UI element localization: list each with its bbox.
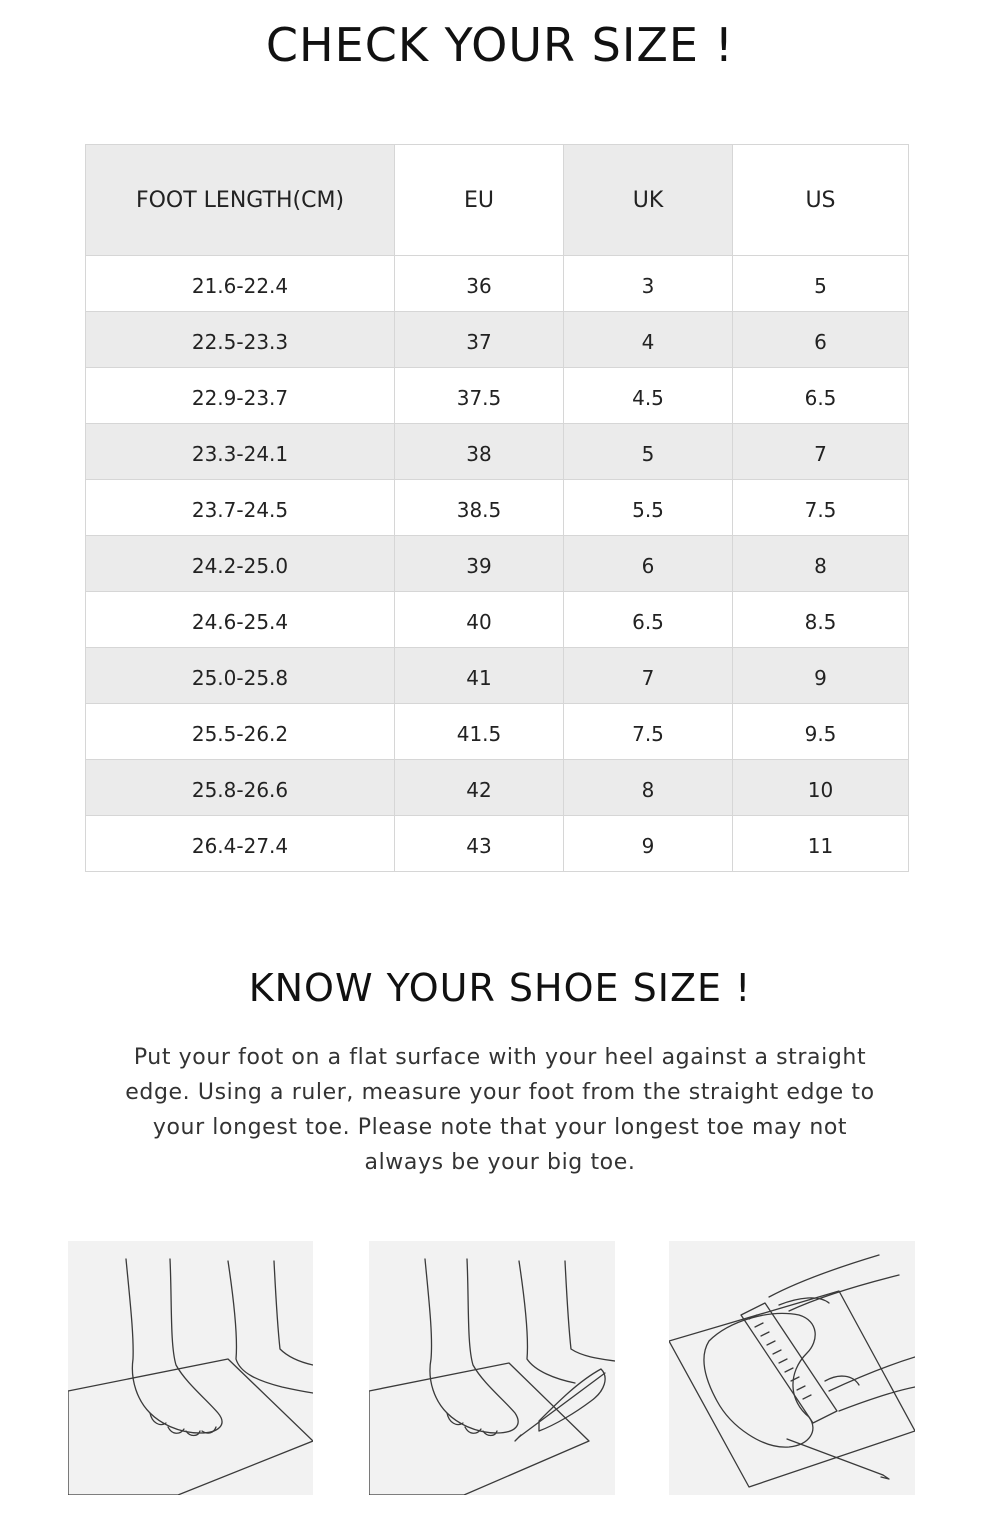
cell-foot-length: 25.5-26.2: [86, 704, 395, 760]
cell-foot-length: 22.5-23.3: [86, 312, 395, 368]
table-row: [86, 312, 909, 368]
cell-eu: 41.5: [395, 704, 564, 760]
table-row: [86, 256, 909, 312]
cell-us: 9: [733, 648, 909, 704]
cell-uk: 6: [564, 536, 733, 592]
header-us: US: [733, 145, 909, 256]
cell-foot-length: 23.7-24.5: [86, 480, 395, 536]
table-row: [86, 760, 909, 816]
cell-eu: 37: [395, 312, 564, 368]
cell-uk: 7: [564, 648, 733, 704]
illustration-measuring-ruler: [669, 1241, 915, 1495]
cell-foot-length: 25.8-26.6: [86, 760, 395, 816]
cell-eu: 37.5: [395, 368, 564, 424]
table-row: [86, 480, 909, 536]
table-row: [86, 816, 909, 872]
table-body: [86, 256, 909, 872]
table-row: [86, 424, 909, 480]
cell-uk: 8: [564, 760, 733, 816]
size-chart-table: [85, 144, 909, 872]
cell-uk: 5.5: [564, 480, 733, 536]
cell-us: 7: [733, 424, 909, 480]
cell-uk: 5: [564, 424, 733, 480]
ruler-measure-icon: [669, 1241, 915, 1495]
table-row: [86, 704, 909, 760]
cell-eu: 38: [395, 424, 564, 480]
cell-eu: 42: [395, 760, 564, 816]
cell-uk: 7.5: [564, 704, 733, 760]
illustration-standing-on-paper: [68, 1241, 313, 1495]
guide-instructions: Put your foot on a flat surface with your heel against a straight edge. Using a ruler, measure your foot from the straight edge to your longest toe. Please note that your longest toe may not always be your big toe.: [125, 1045, 875, 1175]
cell-eu: 40: [395, 592, 564, 648]
guide-title: KNOW YOUR SHOE SIZE !: [248, 966, 752, 1010]
table-row: [86, 368, 909, 424]
cell-foot-length: 21.6-22.4: [86, 256, 395, 312]
cell-foot-length: 24.2-25.0: [86, 536, 395, 592]
cell-eu: 41: [395, 648, 564, 704]
header-eu: EU: [395, 145, 564, 256]
cell-eu: 43: [395, 816, 564, 872]
cell-foot-length: 24.6-25.4: [86, 592, 395, 648]
size-chart-title: CHECK YOUR SIZE !: [265, 18, 735, 72]
table-header-row: [86, 145, 909, 256]
cell-us: 8.5: [733, 592, 909, 648]
cell-eu: 39: [395, 536, 564, 592]
cell-us: 8: [733, 536, 909, 592]
cell-foot-length: 26.4-27.4: [86, 816, 395, 872]
cell-uk: 4: [564, 312, 733, 368]
table-row: [86, 648, 909, 704]
header-uk: UK: [564, 145, 733, 256]
cell-uk: 3: [564, 256, 733, 312]
cell-foot-length: 23.3-24.1: [86, 424, 395, 480]
cell-uk: 9: [564, 816, 733, 872]
illustration-tracing-foot: [369, 1241, 615, 1495]
cell-foot-length: 25.0-25.8: [86, 648, 395, 704]
table-row: [86, 536, 909, 592]
table-row: [86, 592, 909, 648]
cell-uk: 6.5: [564, 592, 733, 648]
trace-foot-icon: [369, 1241, 615, 1495]
cell-us: 9.5: [733, 704, 909, 760]
cell-eu: 36: [395, 256, 564, 312]
cell-us: 6.5: [733, 368, 909, 424]
cell-us: 5: [733, 256, 909, 312]
cell-eu: 38.5: [395, 480, 564, 536]
cell-us: 11: [733, 816, 909, 872]
cell-us: 7.5: [733, 480, 909, 536]
cell-us: 10: [733, 760, 909, 816]
cell-us: 6: [733, 312, 909, 368]
cell-foot-length: 22.9-23.7: [86, 368, 395, 424]
cell-uk: 4.5: [564, 368, 733, 424]
feet-on-paper-icon: [68, 1241, 313, 1495]
header-foot-length: FOOT LENGTH(CM): [86, 145, 395, 256]
